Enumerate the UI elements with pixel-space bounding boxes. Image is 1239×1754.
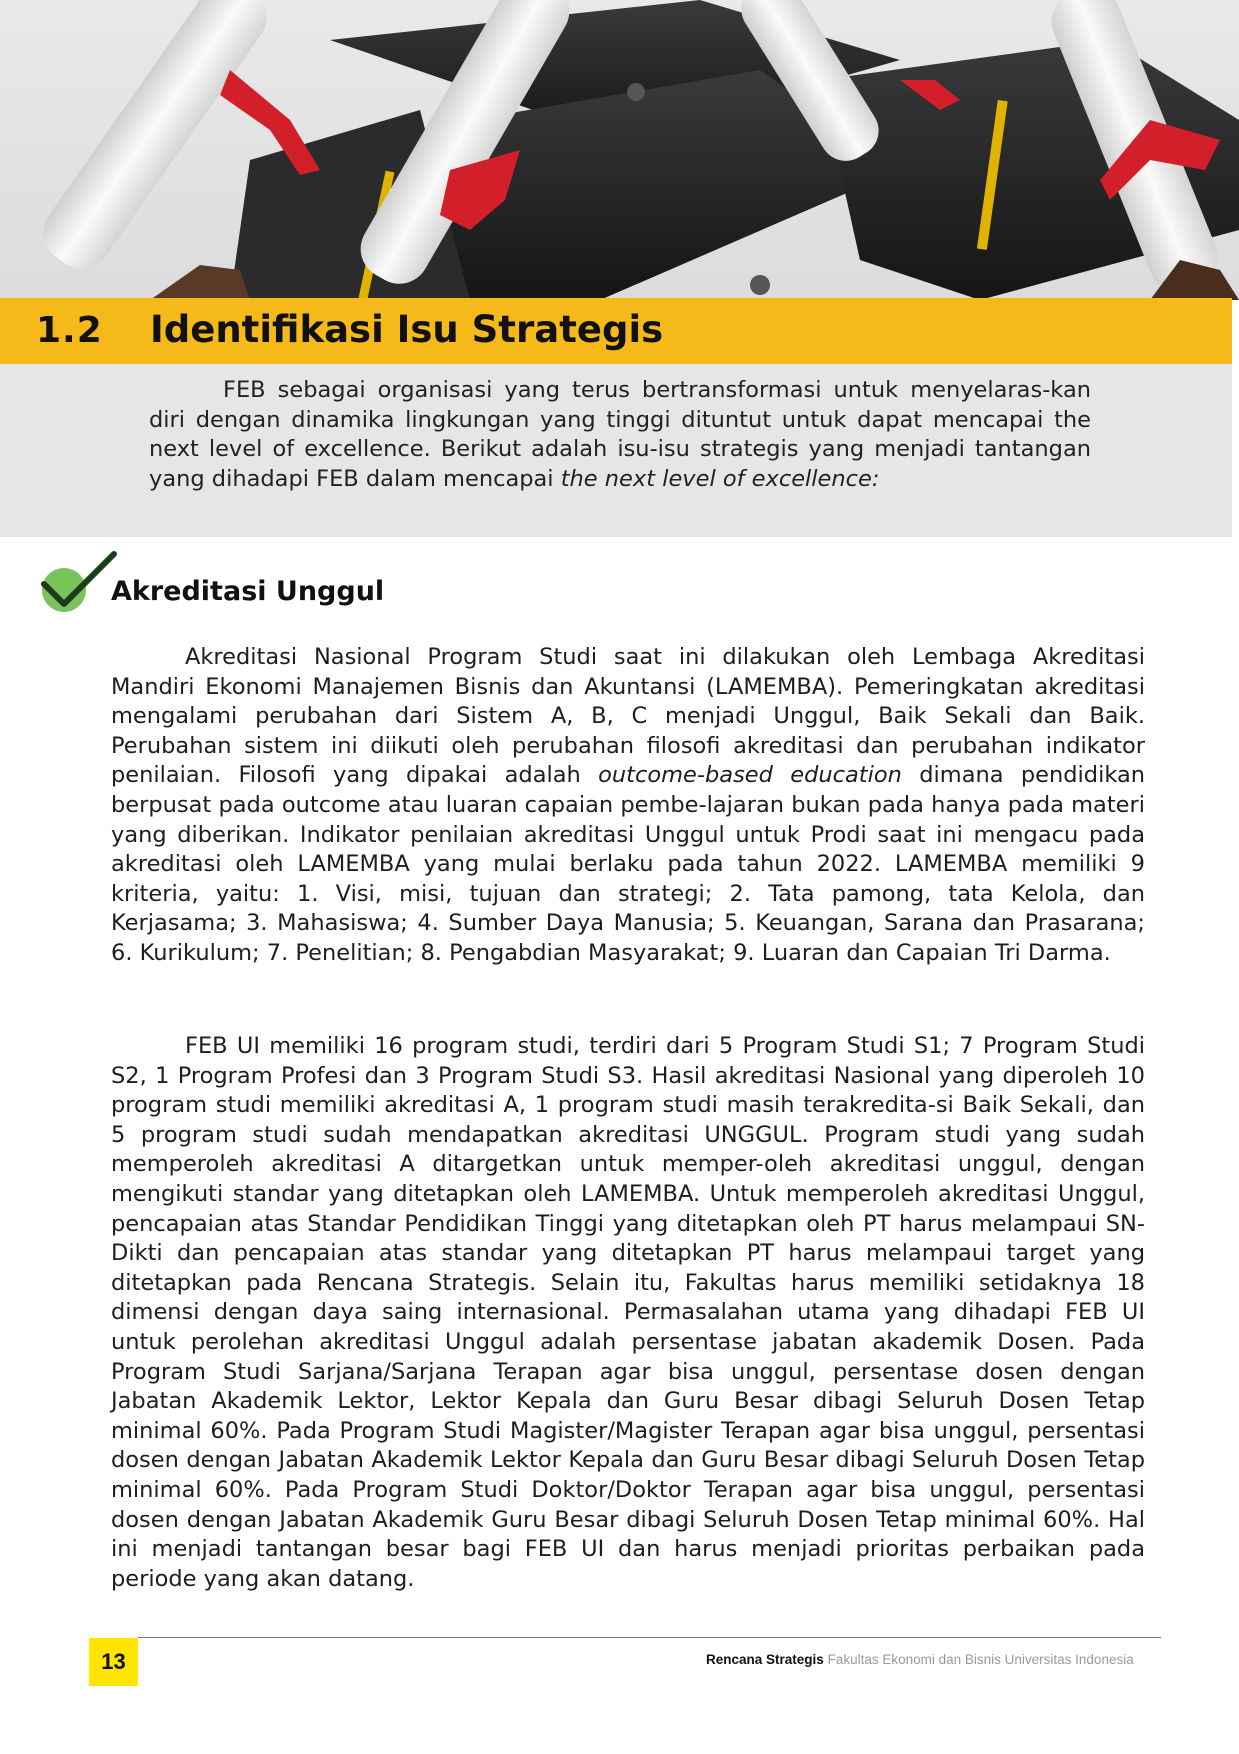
intro-text-plain: FEB sebagai organisasi yang terus bertransformasi untuk menyelaras-kan diri dengan dinamika lingkungan yang tinggi dituntut untuk dapat mencapai the next level of excellence. Berikut adalah isu-isu strategis yang menjadi tantangan yang dihadapi FEB dalam mencapai	[149, 377, 1091, 492]
paragraph-1-italic: outcome-based education	[598, 762, 902, 789]
paragraph-2-text: FEB UI memiliki 16 program studi, terdiri dari 5 Program Studi S1; 7 Program Studi S2, 1 Program Profesi dan 3 Program Studi S3. Hasil akreditasi Nasional yang diperoleh 10 program studi memiliki akreditasi A, 1 program studi masih terakredita-si Baik Sekali, dan 5 program studi sudah mendapatkan akreditasi UNGGUL. Program studi yang sudah memperoleh akreditasi A ditargetkan untuk memper-oleh akreditasi unggul, dengan mengikuti standar yang ditetapkan oleh LAMEMBA. Untuk memperoleh akreditasi Unggul, pencapaian atas Standar Pendidikan Tinggi yang ditetapkan oleh PT harus melampaui SN-Dikti dan pencapaian atas standar yang ditetapkan PT harus melampaui target yang ditetapkan pada Rencana Strategis. Selain itu, Fakultas harus memiliki setidaknya 18 dimensi dengan daya saing internasional. Permasalahan utama yang dihadapi FEB UI untuk perolehan akreditasi Unggul adalah persentase jabatan akademik Dosen. Pada Program Studi Sarjana/Sarjana Terapan agar bisa unggul, persentase dosen dengan Jabatan Akademik Lektor, Lektor Kepala dan Guru Besar dibagi Seluruh Dosen Tetap minimal 60%. Pada Program Studi Magister/Magister Terapan agar bisa unggul, persentasi dosen dengan Jabatan Akademik Lektor Kepala dan Guru Besar dibagi Seluruh Dosen Tetap minimal 60%. Pada Program Studi Doktor/Doktor Terapan agar bisa unggul, persentasi dosen dengan Jabatan Akademik Guru Besar dibagi Seluruh Dosen Tetap minimal 60%. Hal ini menjadi tantangan besar bagi FEB UI dan harus menjadi prioritas perbaikan pada periode yang akan datang.	[111, 1033, 1145, 1592]
paragraph-study-programs	[111, 1032, 1145, 1594]
intro-box	[0, 364, 1232, 537]
hero-photo	[0, 0, 1239, 300]
paragraph-1-part-2: dimana pendidikan berpusat pada outcome atau luaran capaian pembe-lajaran bukan pada hanya pada materi yang diberikan. Indikator penilaian akreditasi Unggul untuk Prodi saat ini mengacu pada akreditasi oleh LAMEMBA yang mulai berlaku pada tahun 2022. LAMEMBA memiliki 9 kriteria, yaitu: 1. Visi, misi, tujuan dan strategi; 2. Tata pamong, tata Kelola, dan Kerjasama; 3. Mahasiswa; 4. Sumber Daya Manusia; 5. Keuangan, Sarana dan Prasarana; 6. Kurikulum; 7. Penelitian; 8. Pengabdian Masyarakat; 9. Luaran dan Capaian Tri Darma.	[111, 762, 1146, 966]
section-header-band	[0, 298, 1232, 364]
page-number: 13	[101, 1649, 126, 1674]
graduation-photo-illustration	[0, 0, 1239, 300]
paragraph-1-part-1: Akreditasi Nasional Program Studi saat ini dilakukan oleh Lembaga Akreditasi Mandiri Ekonomi Manajemen Bisnis dan Akuntansi (LAMEMBA). Pemeringkatan akreditasi mengalami perubahan dari Sistem A, B, C menjadi Unggul, Baik Sekali dan Baik. Perubahan sistem ini diikuti oleh perubahan filosofi akreditasi dan perubahan indikator penilaian. Filosofi yang dipakai adalah	[111, 644, 1145, 789]
section-number: 1.2	[36, 310, 103, 351]
intro-text	[149, 376, 1091, 494]
footer-caption	[706, 1652, 1134, 1667]
footer-doc-title: Rencana Strategis	[706, 1652, 824, 1667]
intro-text-italic: the next level of excellence:	[560, 465, 880, 492]
footer-divider	[138, 1637, 1161, 1638]
section-title: Identifikasi Isu Strategis	[150, 308, 664, 351]
page-number-box	[89, 1638, 138, 1686]
paragraph-accreditation	[111, 643, 1145, 969]
footer-org-name: Fakultas Ekonomi dan Bisnis Universitas Indonesia	[827, 1652, 1134, 1667]
checkmark-icon	[38, 548, 118, 618]
subsection-title: Akreditasi Unggul	[111, 576, 385, 607]
